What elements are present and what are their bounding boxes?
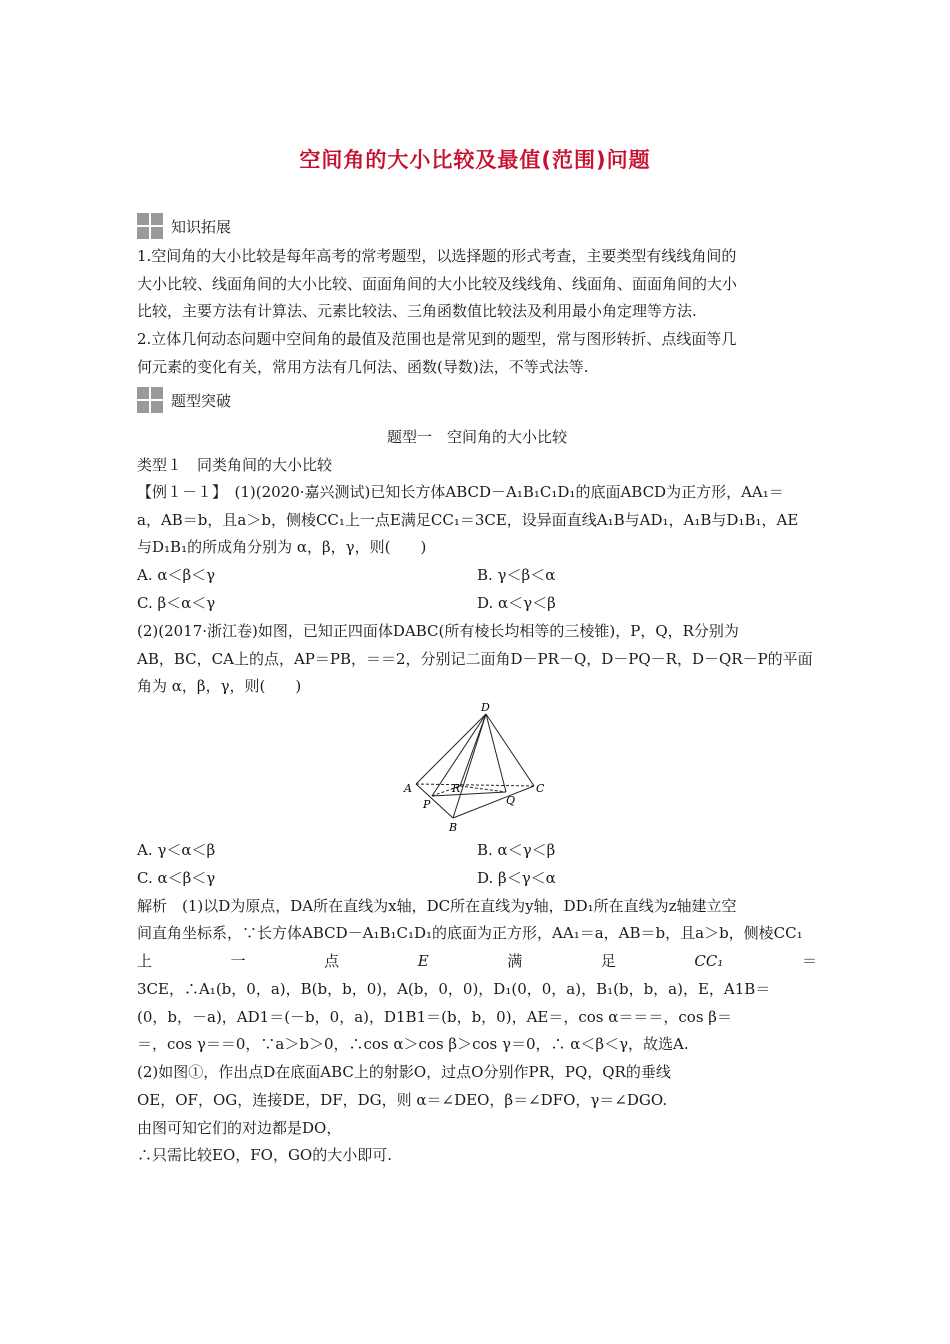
solution-line: 解析 (1)以D为原点，DA所在直线为x轴，DC所在直线为y轴，DD₁所在直线为z轴建立空 (137, 897, 737, 915)
paragraph-line: 何元素的变化有关，常用方法有几何法、函数(导数)法，不等式法等. (137, 358, 589, 376)
subtype-heading: 类型１ 同类角间的大小比较 (137, 456, 333, 474)
paragraph-line: 大小比较、线面角间的大小比较、面面角间的大小比较及线线角、线面角、面面角间的大小 (137, 275, 738, 293)
solution-line: ∴只需比较EO，FO，GO的大小即可. (137, 1146, 393, 1164)
option-b: B. α＜γ＜β (477, 841, 556, 859)
option-b: B. γ＜β＜α (477, 566, 556, 584)
label-q: Q (506, 794, 516, 807)
spread-word: 点 (324, 952, 340, 970)
section-header-types (137, 386, 231, 414)
section-label: 知识拓展 (171, 217, 232, 236)
paragraph-line: 1.空间角的大小比较是每年高考的常考题型，以选择题的形式考查，主要类型有线线角间的 (137, 247, 737, 265)
option-a: A. α＜β＜γ (137, 566, 216, 584)
spread-word: E (417, 952, 429, 970)
grid-squares-icon (137, 387, 163, 413)
grid-squares-icon (137, 213, 163, 239)
spread-word: 足 (600, 952, 616, 970)
label-c: C (536, 782, 545, 795)
spread-word: CC₁ (694, 952, 724, 970)
spread-word: 上 (137, 952, 153, 970)
solution-line: 3CE，∴A₁(b，0，a)，B(b，b，0)，A(b，0，0)，D₁(0，0，a)，B₁(b，b，a)，E，A1B＝ (137, 980, 771, 998)
tetrahedron-figure (398, 700, 558, 838)
label-b: B (449, 821, 458, 834)
example-line: 【例１－１】 (1)(2020·嘉兴测试)已知长方体ABCD－A₁B₁C₁D₁的底面ABCD为正方形，AA₁＝ (137, 483, 784, 501)
option-d: D. α＜γ＜β (477, 594, 556, 612)
label-r: R (452, 782, 461, 795)
paragraph-line: 比较，主要方法有计算法、元素比较法、三角函数值比较法及利用最小角定理等方法. (137, 302, 697, 320)
solution-line: 间直角坐标系，∵长方体ABCD－A₁B₁C₁D₁的底面为正方形，AA₁＝a，AB＝b，且a＞b，侧棱CC₁ (137, 924, 803, 942)
solution-line: ＝，cos γ＝＝0，∵a＞b＞0，∴cos α＞cos β＞cos γ＝0，∴ α＜β＜γ，故选A. (137, 1035, 689, 1053)
example-line: 角为 α，β，γ，则( ) (137, 677, 302, 695)
example-line: (2)(2017·浙江卷)如图，已知正四面体DABC(所有棱长均相等的三棱锥)，P，Q，R分别为 (137, 622, 739, 640)
spread-word: ＝ (801, 952, 817, 970)
option-c: C. β＜α＜γ (137, 594, 216, 612)
paragraph-line: 2.立体几何动态问题中空间角的最值及范围也是常见到的题型，常与图形转折、点线面等几 (137, 330, 737, 348)
label-p: P (423, 798, 431, 811)
option-d: D. β＜γ＜α (477, 869, 556, 887)
solution-line: OE，OF，OG，连接DE，DF，DG，则 α＝∠DEO，β＝∠DFO，γ＝∠DGO. (137, 1091, 668, 1109)
example-line: 与D₁B₁的所成角分别为 α，β，γ，则( ) (137, 538, 427, 556)
label-a: A (404, 782, 412, 795)
solution-line: 由图可知它们的对边都是DO， (137, 1119, 342, 1137)
example-line: AB，BC，CA上的点，AP＝PB，＝＝2，分别记二面角D－PR－Q，D－PQ－R，D－QR－P的平面 (137, 650, 813, 668)
spread-word: 满 (507, 952, 523, 970)
example-line: a，AB＝b，且a＞b，侧棱CC₁上一点E满足CC₁＝3CE，设异面直线A₁B与AD₁，A₁B与D₁B₁，AE (137, 511, 799, 529)
option-c: C. α＜β＜γ (137, 869, 216, 887)
type-heading: 题型一 空间角的大小比较 (386, 428, 567, 446)
option-a: A. γ＜α＜β (137, 841, 216, 859)
section-label: 题型突破 (171, 391, 232, 410)
page-title: 空间角的大小比较及最值(范围)问题 (299, 148, 651, 172)
solution-line: (0，b，－a)，AD1＝(－b，0，a)，D1B1＝(b，b，0)，AE＝，cos α＝＝＝，cos β＝ (137, 1008, 732, 1026)
solution-line: (2)如图①，作出点D在底面ABC上的射影O，过点O分别作PR，PQ，QR的垂线 (137, 1063, 671, 1081)
section-header-knowledge (137, 212, 231, 240)
label-d: D (481, 701, 490, 714)
solution-line-spread (137, 948, 817, 974)
spread-word: 一 (230, 952, 246, 970)
